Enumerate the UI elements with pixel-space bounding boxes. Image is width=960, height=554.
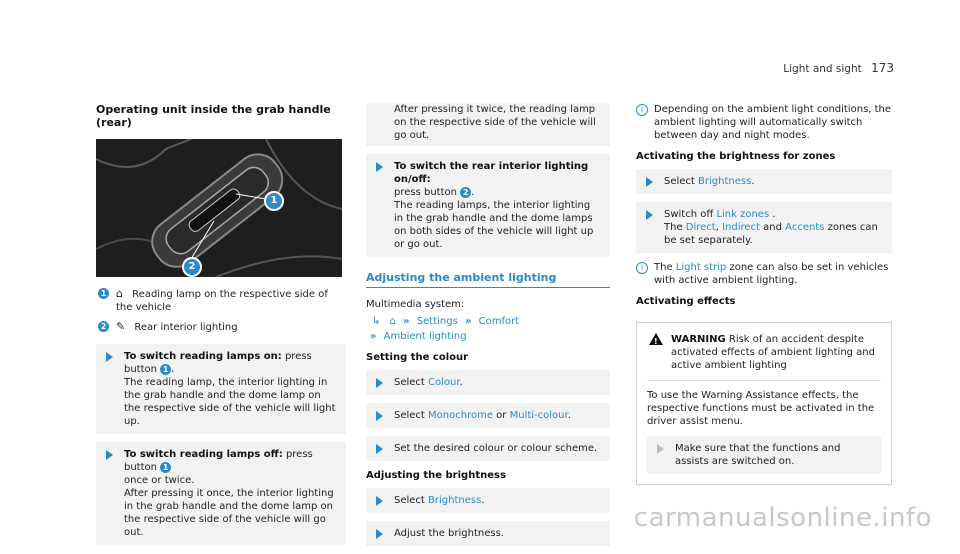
instruction-step: To switch reading lamps off: press button 1 once or twice. After pressing it once, the interior lighting in the grab handle and the dome lamp on the respective side of the vehicle will go out. <box>96 442 346 545</box>
instruction-step: Adjust the brightness. <box>366 521 610 546</box>
instruction-step: Select Colour. <box>366 370 610 395</box>
return-arrow-icon: ↳ <box>372 316 381 327</box>
step-arrow-icon <box>376 411 383 421</box>
menu-link[interactable]: Brightness <box>428 495 482 506</box>
grab-handle-illustration <box>96 139 342 277</box>
menu-link[interactable]: Colour <box>428 377 460 388</box>
menu-link[interactable]: Accents <box>785 222 825 233</box>
system-label: Multimedia system: <box>366 299 465 310</box>
path-ambient-lighting[interactable]: Ambient lighting <box>383 331 467 342</box>
warning-box <box>636 322 892 485</box>
info-note: i The Light strip zone can also be set in vehicles with active ambient lighting. <box>636 261 892 287</box>
page-number: 173 <box>871 61 894 75</box>
info-note: i Depending on the ambient light conditions, the ambient lighting will automatically switch between day and night modes. <box>636 103 892 142</box>
section-title: Operating unit inside the grab handle (rear) <box>96 103 331 129</box>
menu-link[interactable]: Monochrome <box>428 410 493 421</box>
subheading: Activating effects <box>636 296 736 307</box>
instruction-step: Select Brightness. <box>636 169 892 194</box>
instruction-continuation: After pressing it twice, the reading lamp on the respective side of the vehicle will go out. <box>366 103 610 146</box>
section-heading: Adjusting the ambient lighting <box>366 271 610 288</box>
home-icon: ⌂ <box>389 316 396 327</box>
instruction-step: Switch off Link zones . The Direct, Indirect and Accents zones can be set separately. <box>636 202 892 253</box>
right-column <box>636 103 892 485</box>
path-settings[interactable]: Settings <box>416 316 458 327</box>
menu-link[interactable]: Multi-colour <box>509 410 568 421</box>
chevron-icon: » <box>403 316 410 327</box>
subheading: Setting the colour <box>366 352 469 363</box>
step-arrow-icon <box>376 496 383 506</box>
callout-1: 1 <box>264 191 284 211</box>
instruction-step: Make sure that the functions and assists are switched on. <box>647 436 881 474</box>
warning-body: To use the Warning Assistance effects, the respective functions must be activated in the driver assist menu. <box>647 380 881 428</box>
warning-header: ! WARNING Risk of an accident despite activated effects of ambient lighting and active ambient lighting <box>647 333 881 372</box>
menu-link[interactable]: Brightness <box>698 176 752 187</box>
step-arrow-icon <box>106 352 113 362</box>
instruction-step: To switch reading lamps on: press button 1 . The reading lamp, the interior lighting in the grab handle and the dome lamp on the respective side of the vehicle will light up. <box>96 344 346 434</box>
step-arrow-icon <box>646 177 653 187</box>
subheading: Adjusting the brightness <box>366 470 506 481</box>
step-arrow-icon <box>376 444 383 454</box>
info-icon: i <box>636 262 648 274</box>
instruction-step: Set the desired colour or colour scheme. <box>366 436 610 461</box>
instruction-step: Select Monochrome or Multi-colour. <box>366 403 610 428</box>
legend-item: 2 ✎ Rear interior lighting <box>96 320 346 334</box>
subheading: Activating the brightness for zones <box>636 151 836 162</box>
interior-light-icon: ✎ <box>116 320 126 333</box>
menu-link[interactable]: Light strip <box>675 262 727 273</box>
menu-link[interactable]: Link zones <box>716 209 770 220</box>
path-comfort[interactable]: Comfort <box>478 316 520 327</box>
step-arrow-icon <box>657 444 664 454</box>
step-arrow-icon <box>376 378 383 388</box>
legend-item: 1 ⌂ Reading lamp on the respective side of the vehicle <box>96 287 346 314</box>
step-arrow-icon <box>376 529 383 539</box>
step-arrow-icon <box>106 450 113 460</box>
menu-link[interactable]: Indirect <box>722 222 760 233</box>
instruction-step: To switch the rear interior lighting on/off: press button 2 . The reading lamps, the interior lighting in the grab handle and the dome lamps on both sides of the vehicle will light up or go out. <box>366 154 610 257</box>
instruction-step: Select Brightness. <box>366 488 610 513</box>
reading-lamp-icon: ⌂ <box>116 287 123 300</box>
step-arrow-icon <box>646 210 653 220</box>
watermark: carmanualsonline.info <box>633 503 932 533</box>
chevron-icon: » <box>464 316 472 327</box>
callout-2: 2 <box>182 257 202 277</box>
chevron-icon: » <box>370 331 377 342</box>
page-header <box>783 62 894 76</box>
menu-path <box>366 315 610 343</box>
left-column <box>96 103 346 553</box>
step-arrow-icon <box>376 162 383 172</box>
section-name: Light and sight <box>783 63 862 75</box>
info-icon: i <box>636 104 648 116</box>
middle-column <box>366 103 610 554</box>
menu-link[interactable]: Direct <box>685 222 716 233</box>
